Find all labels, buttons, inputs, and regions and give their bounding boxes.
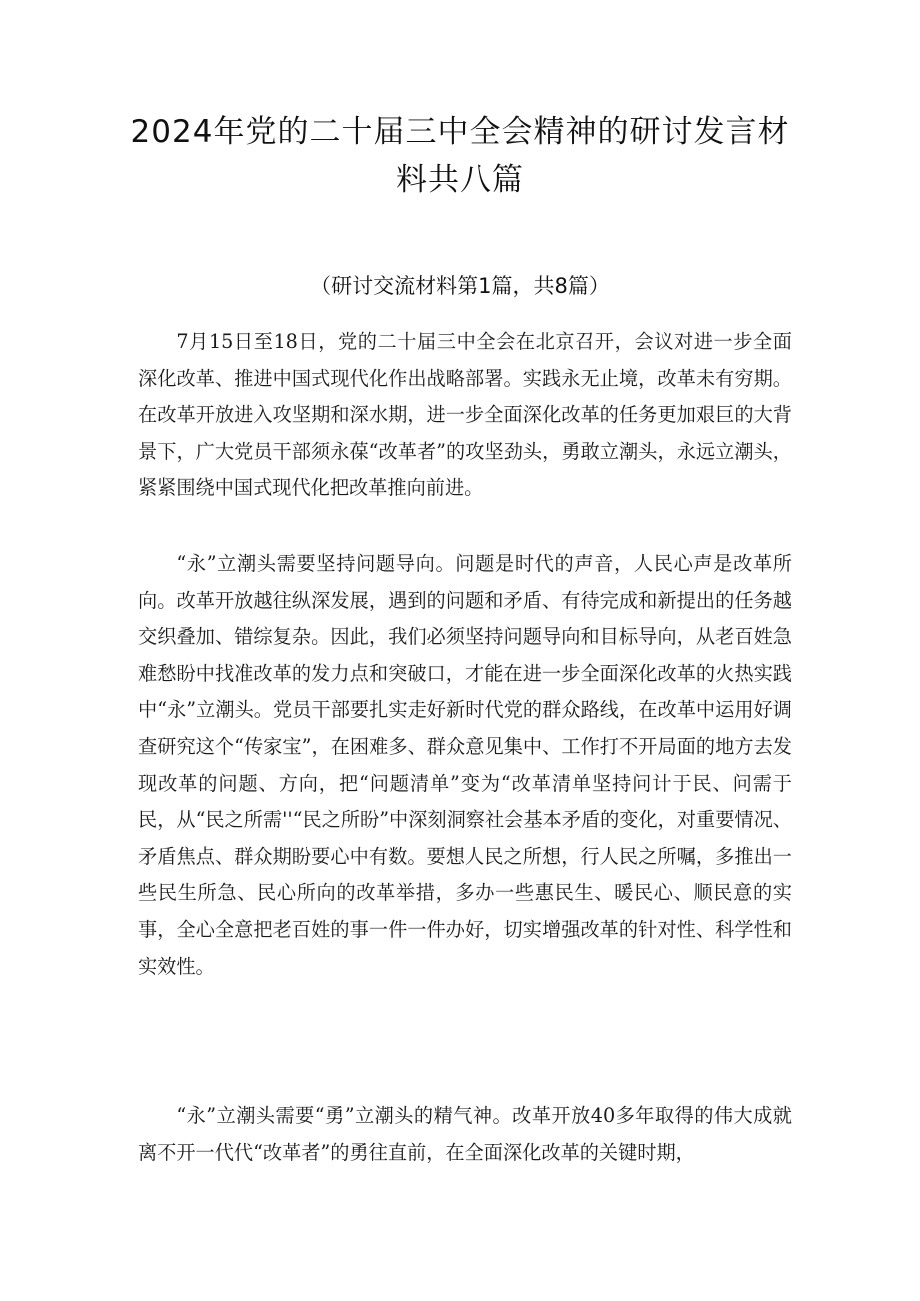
document-title: 2024年党的二十届三中全会精神的研讨发言材料共八篇 — [130, 114, 790, 198]
paragraph-2: “永”立潮头需要坚持问题导向。问题是时代的声音，人民心声是改革所向。改革开放越往纵深发展，遇到的问题和矛盾、有待完成和新提出的任务越交织叠加、错综复杂。因此，我们必须坚持问题导向和目标导向，从老百姓急难愁盼中找准改革的发力点和突破口，才能在进一步全面深化改革的火热实践中“永”立潮头。党员干部要扎实走好新时代党的群众路线，在改革中运用好调查研究这个“传家宝”，在困难多、群众意见集中、工作打不开局面的地方去发现改革的问题、方向，把“问题清单”变为“改革清单坚持问计于民、问需于民，从“民之所需''“民之所盼”中深刻洞察社会基本矛盾的变化，对重要情况、矛盾焦点、群众期盼要心中有数。要想人民之所想，行人民之所嘱，多推出一些民生所急、民心所向的改革举措，多办一些惠民生、暖民心、顺民意的实事，全心全意把老百姓的事一件一件办好，切实增强改革的针对性、科学性和实效性。 — [138, 552, 792, 978]
document-subtitle: （研讨交流材料第1篇，共8篇） — [310, 274, 610, 298]
paragraph-3: “永”立潮头需要“勇”立潮头的精气神。改革开放40多年取得的伟大成就离不开一代代“改革者”的勇往直前，在全面深化改革的关键时期， — [138, 1104, 792, 1164]
paragraph-1: 7月15日至18日，党的二十届三中全会在北京召开，会议对进一步全面深化改革、推进中国式现代化作出战略部署。实践永无止境，改革未有穷期。在改革开放进入攻坚期和深水期，进一步全面深化改革的任务更加艰巨的大背景下，广大党员干部须永葆“改革者”的攻坚劲头，勇敢立潮头，永远立潮头，紧紧围绕中国式现代化把改革推向前进。 — [138, 330, 792, 500]
